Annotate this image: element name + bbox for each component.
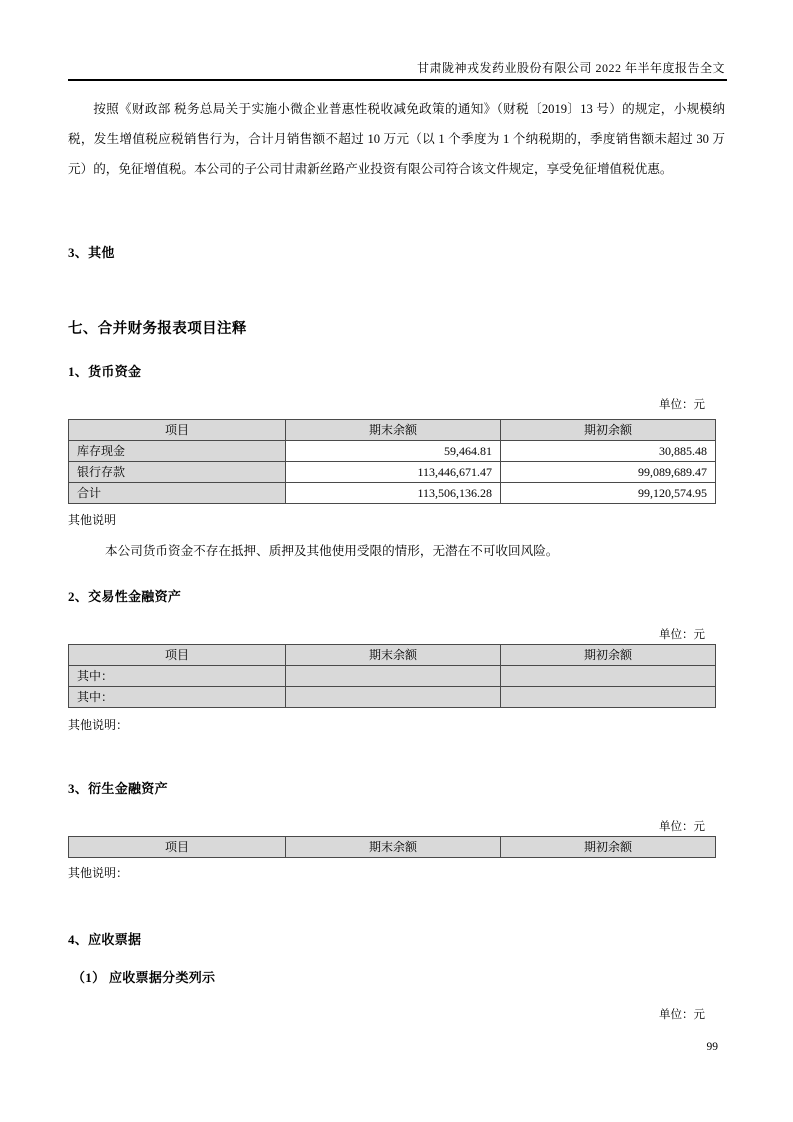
table-row	[69, 687, 716, 708]
column-header-beginning-balance: 期初余额	[501, 837, 716, 858]
column-header-ending-balance: 期末余额	[286, 420, 501, 441]
unit-label-monetary-funds: 单位：元	[659, 399, 705, 411]
other-note-label-monetary-funds: 其他说明	[68, 513, 117, 527]
page-number: 99	[706, 1041, 718, 1053]
unit-label-notes-receivable: 单位：元	[659, 1009, 705, 1021]
heading-derivative-financial-assets: 3、衍生金融资产	[68, 781, 168, 796]
heading-notes-receivable: 4、应收票据	[68, 932, 142, 947]
unit-label-derivative-assets: 单位：元	[659, 821, 705, 833]
document-header-title: 甘肃陇神戎发药业股份有限公司 2022 年半年度报告全文	[416, 61, 725, 75]
heading-other: 3、其他	[68, 245, 115, 260]
heading-monetary-funds: 1、货币资金	[68, 364, 142, 379]
monetary-funds-table	[68, 419, 716, 504]
tax-policy-paragraph: 按照《财政部 税务总局关于实施小微企业普惠性税收减免政策的通知》（财税〔2019〕13 号）的规定，小规模纳税，发生增值税应税销售行为，合计月销售额不超过 10 万元（以 1 个季度为 1 个纳税期的，季度销售额未超过 30 万元）的，免征增值税。本公司的子公司甘肃新丝路产业投资有限公司符合该文件规定，享受免征增值税优惠。	[68, 102, 725, 176]
other-note-label-trading-assets: 其他说明：	[68, 718, 129, 732]
row-ending-value	[286, 666, 501, 687]
table-header-row	[69, 420, 716, 441]
table-row	[69, 666, 716, 687]
column-header-item: 项目	[69, 420, 286, 441]
row-beginning-value: 99,089,689.47	[501, 462, 716, 483]
heading-notes-chapter: 七、合并财务报表项目注释	[68, 321, 247, 337]
row-item-label: 银行存款	[69, 462, 286, 483]
row-beginning-value	[501, 666, 716, 687]
row-ending-value: 113,506,136.28	[286, 483, 501, 504]
heading-trading-financial-assets: 2、交易性金融资产	[68, 589, 182, 604]
row-beginning-value	[501, 687, 716, 708]
table-header-row	[69, 645, 716, 666]
row-ending-value	[286, 687, 501, 708]
row-ending-value: 113,446,671.47	[286, 462, 501, 483]
derivative-financial-assets-table	[68, 836, 716, 858]
column-header-ending-balance: 期末余额	[286, 645, 501, 666]
table-row-total	[69, 483, 716, 504]
column-header-beginning-balance: 期初余额	[501, 645, 716, 666]
heading-notes-receivable-classification: （1） 应收票据分类列示	[72, 970, 216, 985]
other-note-label-derivative-assets: 其他说明：	[68, 866, 129, 880]
row-ending-value: 59,464.81	[286, 441, 501, 462]
row-beginning-value: 30,885.48	[501, 441, 716, 462]
column-header-item: 项目	[69, 645, 286, 666]
table-row	[69, 462, 716, 483]
header-divider-rule	[68, 79, 727, 81]
row-item-label: 其中：	[69, 687, 286, 708]
row-item-label: 其中：	[69, 666, 286, 687]
trading-financial-assets-table	[68, 644, 716, 708]
row-item-label: 合计	[69, 483, 286, 504]
column-header-item: 项目	[69, 837, 286, 858]
table-row	[69, 441, 716, 462]
column-header-ending-balance: 期末余额	[286, 837, 501, 858]
row-item-label: 库存现金	[69, 441, 286, 462]
column-header-beginning-balance: 期初余额	[501, 420, 716, 441]
unit-label-trading-assets: 单位：元	[659, 629, 705, 641]
row-beginning-value: 99,120,574.95	[501, 483, 716, 504]
table-header-row	[69, 837, 716, 858]
monetary-funds-note: 本公司货币资金不存在抵押、质押及其他使用受限的情形，无潜在不可收回风险。	[105, 544, 559, 558]
